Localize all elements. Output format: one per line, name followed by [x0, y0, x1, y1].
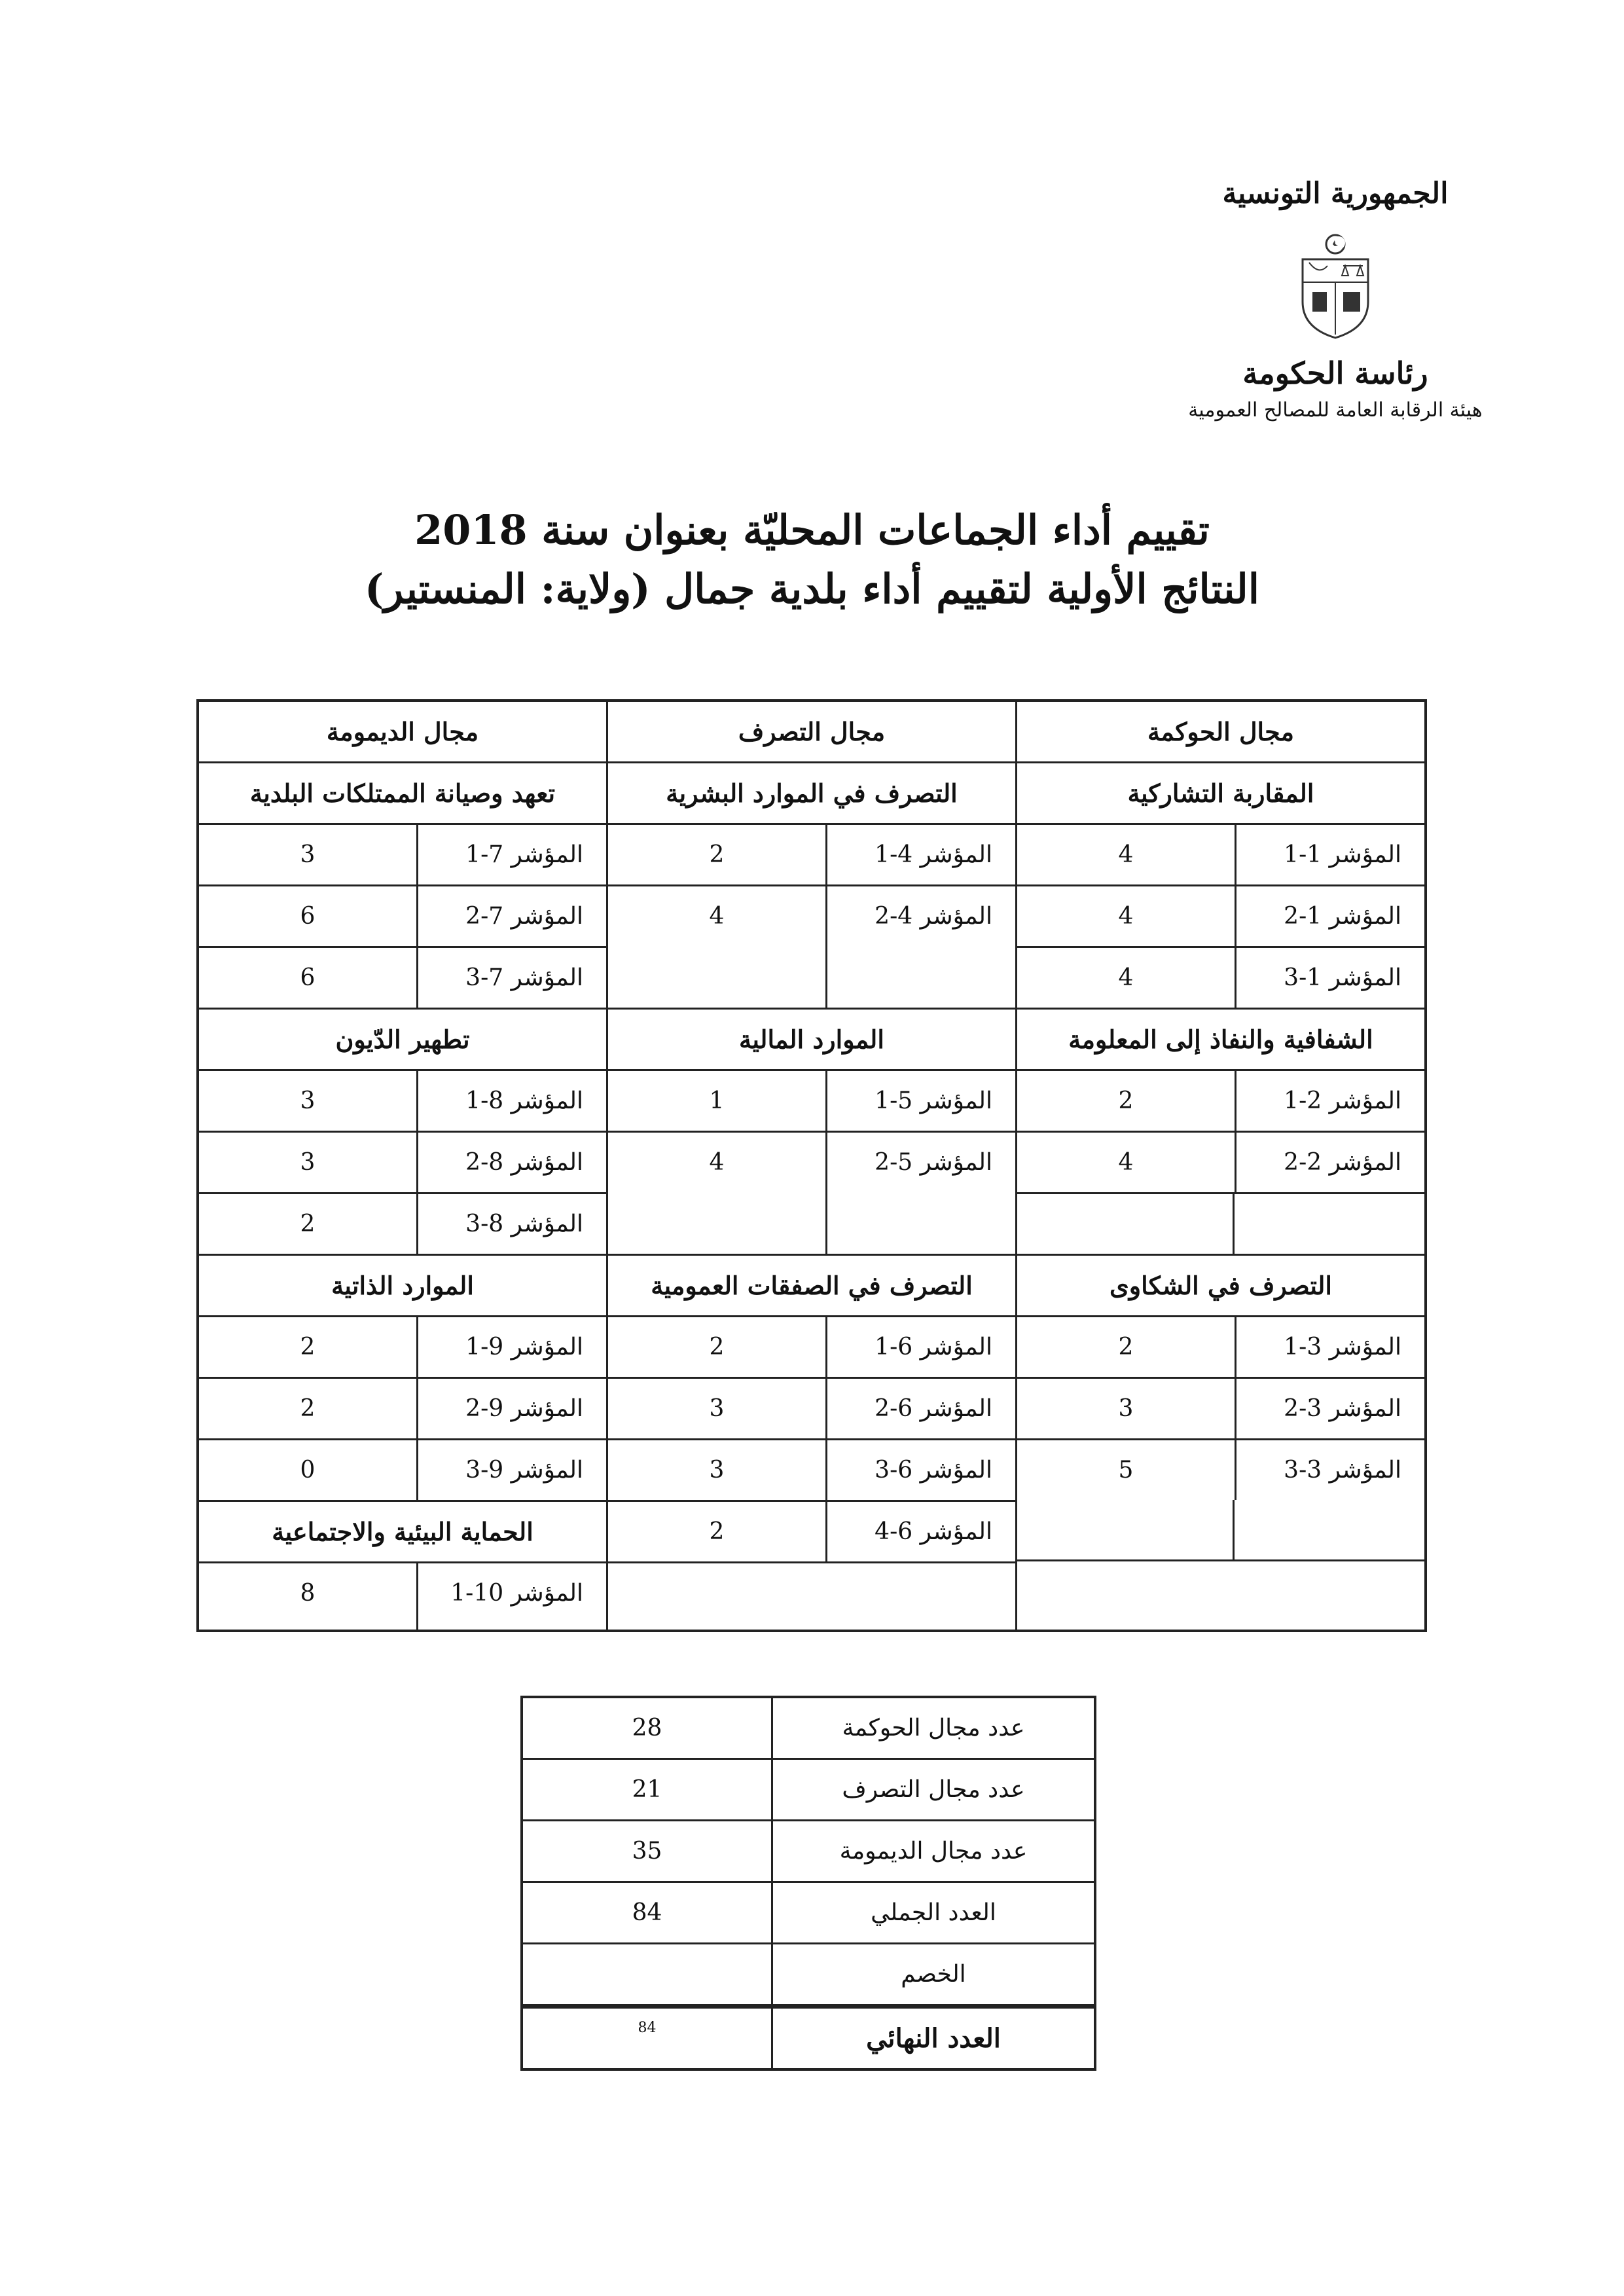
republic-name: الجمهورية التونسية: [1222, 177, 1449, 210]
indicator-value: 2: [300, 1334, 316, 1360]
table-row: [608, 886, 1015, 1010]
indicator-label: المؤشر 3-1: [1235, 1317, 1424, 1377]
section-title: الموارد المالية: [608, 1010, 1015, 1071]
indicator-value: 6: [300, 964, 316, 991]
table-row: [1017, 948, 1424, 1010]
governance-column: [1015, 702, 1424, 1630]
indicator-label: المؤشر 1-1: [1235, 825, 1424, 884]
indicator-label: المؤشر 6-1: [825, 1317, 1015, 1377]
table-row: [608, 1379, 1015, 1440]
indicator-label: المؤشر 5-2: [825, 1133, 1015, 1254]
indicator-label: المؤشر 7-2: [416, 886, 606, 946]
table-row: [523, 1883, 1094, 1944]
table-row: [608, 1502, 1015, 1563]
table-row: [608, 1071, 1015, 1133]
indicator-value: 4: [709, 903, 725, 930]
indicator-label: المؤشر 9-3: [416, 1440, 606, 1500]
indicator-value: 4: [1118, 903, 1134, 930]
table-row: [523, 1760, 1094, 1821]
summary-label: عدد مجال التصرف: [771, 1760, 1094, 1819]
section-title: تعهد وصيانة الممتلكات البلدية: [199, 763, 606, 825]
domain-title: مجال الحوكمة: [1017, 702, 1424, 763]
summary-value: 21: [632, 1776, 662, 1803]
table-row: [199, 1379, 606, 1440]
summary-value: [523, 1944, 771, 2004]
indicator-label: المؤشر 9-1: [416, 1317, 606, 1377]
indicator-value: 3: [709, 1395, 725, 1422]
summary-value: 28: [632, 1715, 662, 1741]
indicator-label: المؤشر 3-3: [1235, 1440, 1424, 1500]
table-row: [199, 1440, 606, 1502]
indicator-value: 6: [300, 903, 316, 930]
indicator-value: 2: [300, 1211, 316, 1237]
indicator-label: المؤشر 4-1: [825, 825, 1015, 884]
indicator-label: المؤشر 7-1: [416, 825, 606, 884]
table-row: [523, 1698, 1094, 1760]
indicator-label: المؤشر 8-3: [416, 1194, 606, 1254]
indicator-label: المؤشر 8-1: [416, 1071, 606, 1131]
indicator-label: المؤشر 8-2: [416, 1133, 606, 1192]
table-row: [199, 1563, 606, 1630]
summary-table: [520, 1696, 1096, 2071]
indicator-value: 3: [1118, 1395, 1134, 1422]
indicator-label: المؤشر 2-2: [1235, 1133, 1424, 1192]
table-row: [1017, 1071, 1424, 1133]
indicator-label: المؤشر 10-1: [416, 1563, 606, 1630]
empty-cell: [1017, 1500, 1424, 1561]
indicator-label: المؤشر 6-4: [825, 1502, 1015, 1561]
indicator-value: 2: [709, 1334, 725, 1360]
summary-value: 84: [632, 1899, 662, 1926]
section-title: الحماية البيئية والاجتماعية: [199, 1502, 606, 1563]
table-row: [608, 825, 1015, 886]
section-title: الشفافية والنفاذ إلى المعلومة: [1017, 1010, 1424, 1071]
table-row: [1017, 886, 1424, 948]
section-title: التصرف في الموارد البشرية: [608, 763, 1015, 825]
empty-cell: [1017, 1194, 1424, 1256]
indicator-value: 4: [1118, 1149, 1134, 1176]
summary-label: الخصم: [771, 1944, 1094, 2004]
summary-label: عدد مجال الحوكمة: [771, 1698, 1094, 1758]
indicator-value: 3: [300, 1149, 316, 1176]
sustainability-column: [199, 702, 606, 1630]
table-row: [199, 825, 606, 886]
section-title: التصرف في الصفقات العمومية: [608, 1256, 1015, 1317]
table-row: [608, 1133, 1015, 1256]
indicator-label: المؤشر 6-2: [825, 1379, 1015, 1438]
title-line-1: تقييم أداء الجماعات المحليّة بعنوان سنة 2018: [414, 506, 1210, 554]
domain-title: مجال الديمومة: [199, 702, 606, 763]
management-column: [606, 702, 1015, 1630]
domain-title: مجال التصرف: [608, 702, 1015, 763]
table-row: [199, 1071, 606, 1133]
table-row: [608, 1440, 1015, 1502]
table-row: [608, 1317, 1015, 1379]
document-title: [0, 501, 1624, 619]
indicator-value: 2: [709, 1518, 725, 1545]
table-row: [1017, 1317, 1424, 1379]
evaluation-table: [196, 699, 1427, 1632]
indicator-value: 2: [1118, 1087, 1134, 1114]
table-row: [523, 2006, 1094, 2068]
section-title: الموارد الذاتية: [199, 1256, 606, 1317]
final-score-value: 84: [638, 2020, 657, 2036]
table-row: [199, 886, 606, 948]
table-row: [199, 1133, 606, 1194]
summary-label: عدد مجال الديمومة: [771, 1821, 1094, 1881]
indicator-value: 0: [300, 1457, 316, 1484]
indicator-label: المؤشر 1-2: [1235, 886, 1424, 946]
table-row: [523, 1821, 1094, 1883]
indicator-value: 1: [709, 1087, 725, 1114]
table-row: [523, 1944, 1094, 2006]
table-row: [1017, 825, 1424, 886]
title-line-2: النتائج الأولية لتقييم أداء بلدية جمال (ولاية: المنستير): [365, 565, 1259, 613]
table-row: [1017, 1133, 1424, 1194]
indicator-value: 3: [300, 841, 316, 868]
indicator-label: المؤشر 1-3: [1235, 948, 1424, 1008]
table-row: [1017, 1440, 1424, 1500]
indicator-label: المؤشر 6-3: [825, 1440, 1015, 1500]
indicator-label: المؤشر 2-1: [1235, 1071, 1424, 1131]
indicator-label: المؤشر 3-2: [1235, 1379, 1424, 1438]
indicator-value: 8: [300, 1580, 316, 1607]
indicator-label: المؤشر 4-2: [825, 886, 1015, 1008]
indicator-label: المؤشر 5-1: [825, 1071, 1015, 1131]
indicator-label: المؤشر 7-3: [416, 948, 606, 1008]
indicator-value: 3: [300, 1087, 316, 1114]
table-row: [199, 1317, 606, 1379]
indicator-label: المؤشر 9-2: [416, 1379, 606, 1438]
tunisia-emblem-icon: [1290, 230, 1381, 341]
section-title: تطهير الدّيون: [199, 1010, 606, 1071]
empty-cell: [608, 1563, 1015, 1630]
indicator-value: 4: [1118, 964, 1134, 991]
indicator-value: 2: [1118, 1334, 1134, 1360]
indicator-value: 3: [709, 1457, 725, 1484]
table-row: [199, 1194, 606, 1256]
indicator-value: 2: [300, 1395, 316, 1422]
table-row: [199, 948, 606, 1010]
indicator-value: 5: [1118, 1457, 1134, 1484]
summary-value: 35: [632, 1838, 662, 1865]
section-title: المقاربة التشاركية: [1017, 763, 1424, 825]
summary-label: العدد الجملي: [771, 1883, 1094, 1942]
letterhead: [1165, 177, 1506, 422]
indicator-value: 4: [1118, 841, 1134, 868]
empty-cell: [1017, 1561, 1424, 1630]
authority-name: هيئة الرقابة العامة للمصالح العمومية: [1188, 399, 1483, 422]
government-name: رئاسة الحكومة: [1242, 355, 1428, 391]
section-title: التصرف في الشكاوى: [1017, 1256, 1424, 1317]
final-score-label: العدد النهائي: [771, 2009, 1094, 2068]
table-row: [1017, 1379, 1424, 1440]
indicator-value: 2: [709, 841, 725, 868]
indicator-value: 4: [709, 1149, 725, 1176]
